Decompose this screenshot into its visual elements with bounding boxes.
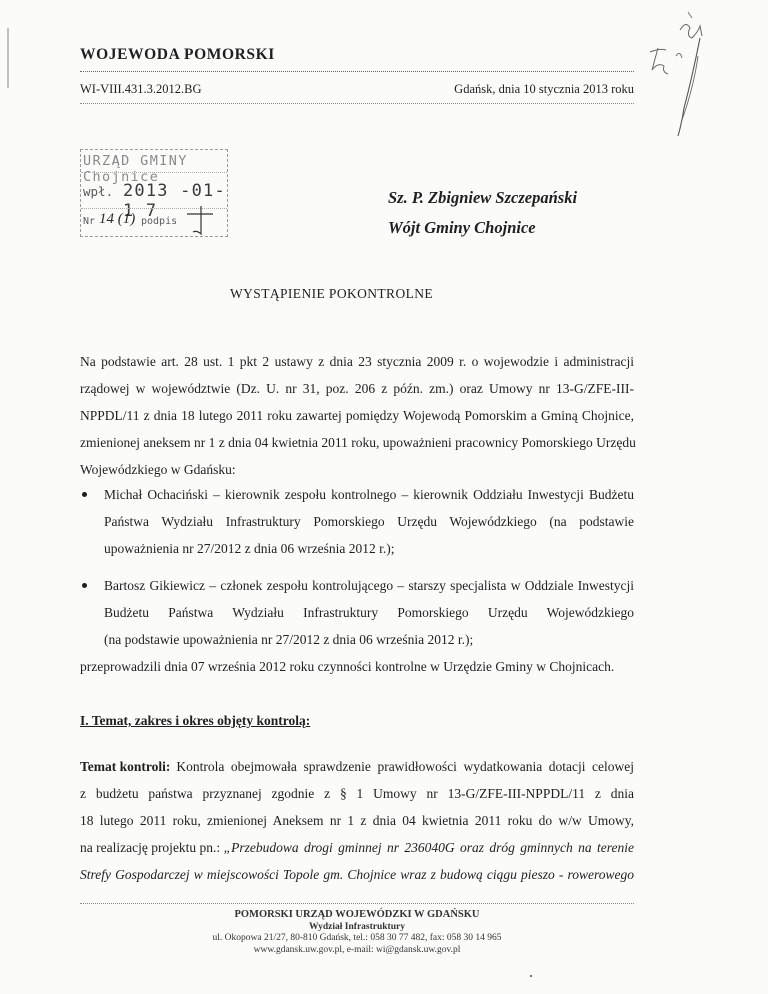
footer-divider bbox=[80, 903, 634, 904]
header-divider-lower bbox=[80, 103, 634, 104]
inspector-line: Państwa Wydziału Infrastruktury Pomorskiego Urzędu Wojewódzkiego (na podstawie bbox=[104, 514, 634, 529]
inspector-line: (na podstawie upoważnienia nr 27/2012 z dnia 06 września 2012 r.); bbox=[104, 632, 474, 647]
reference-number: WI-VIII.431.3.2012.BG bbox=[80, 82, 202, 96]
inspector-line: Bartosz Gikiewicz – członek zespołu kontrolującego – starszy specjalista w Oddziale Inwestycji bbox=[104, 578, 634, 593]
bullet-icon bbox=[82, 583, 87, 588]
addressee-name: Sz. P. Zbigniew Szczepański bbox=[388, 188, 578, 207]
handwritten-annotation bbox=[636, 8, 712, 138]
intro-line: zmienionej aneksem nr 1 z dnia 04 kwietnia 2011 roku, upoważnieni pracownicy Pomorskiego Urzędu bbox=[80, 435, 636, 450]
stamp-received-label: wpł. bbox=[83, 184, 114, 199]
header-divider bbox=[80, 71, 634, 72]
stamp-number-label: Nr bbox=[83, 216, 96, 227]
topic-text: Kontrola obejmowała sprawdzenie prawidłowości wydatkowania dotacji celowej bbox=[176, 759, 634, 774]
document-title: WYSTĄPIENIE POKONTROLNE bbox=[230, 286, 434, 301]
topic-line: 18 lutego 2011 roku, zmienionej Aneksem nr 1 z dnia 04 kwietnia 2011 roku do w/w Umowy, bbox=[80, 813, 634, 828]
bullet-icon bbox=[82, 492, 87, 497]
stamp-date: 2013 -01- 1 7 bbox=[123, 181, 226, 221]
inspector-line: upoważnienia nr 27/2012 z dnia 06 września 2012 r.); bbox=[104, 541, 395, 556]
project-intro: na realizację projektu pn.: bbox=[80, 840, 224, 855]
footer-office: POMORSKI URZĄD WOJEWÓDZKI W GDAŃSKU bbox=[234, 909, 480, 920]
stamp-office: URZĄD GMINY Chojnice bbox=[83, 153, 188, 185]
header-organization: WOJEWODA POMORSKI bbox=[80, 46, 275, 63]
intro-line: Wojewódzkiego w Gdańsku: bbox=[80, 462, 236, 477]
stamp-signature-mark bbox=[181, 202, 221, 236]
intro-line: Na podstawie art. 28 ust. 1 pkt 2 ustawy z dnia 23 stycznia 2009 r. o wojewodzie i administracji bbox=[80, 354, 634, 369]
project-name-cont: Strefy Gospodarczej w miejscowości Topole gm. Chojnice wraz z budową ciągu pieszo - rowerowego bbox=[80, 867, 634, 882]
section-heading: I. Temat, zakres i okres objęty kontrolą: bbox=[80, 713, 311, 728]
addressee-title: Wójt Gminy Chojnice bbox=[388, 218, 536, 237]
topic-label: Temat kontroli: bbox=[80, 759, 171, 774]
intro-line: rządowej w województwie (Dz. U. nr 31, poz. 206 z późn. zm.) oraz Umowy nr 13-G/ZFE-III- bbox=[80, 381, 634, 396]
conducted-statement: przeprowadzili dnia 07 września 2012 roku czynności kontrolne w Urzędzie Gminy w Chojnicach. bbox=[80, 659, 615, 674]
footer-address: ul. Okopowa 21/27, 80-810 Gdańsk, tel.: 058 30 77 482, fax: 058 30 14 965 bbox=[212, 933, 502, 943]
inspector-line: Budżetu Państwa Wydziału Infrastruktury Pomorskiego Urzędu Wojewódzkiego bbox=[104, 605, 634, 620]
scan-speck bbox=[530, 975, 532, 977]
topic-line bbox=[80, 753, 634, 780]
topic-line: z budżetu państwa przyznanej zgodnie z § 1 Umowy nr 13-G/ZFE-III-NPPDL/11 z dnia bbox=[80, 786, 634, 801]
stamp-number-value: 14 (1) bbox=[99, 211, 136, 227]
inspector-line: Michał Ochaciński – kierownik zespołu kontrolnego – kierownik Oddziału Inwestycji Budżetu bbox=[104, 487, 634, 502]
footer-department: Wydział Infrastruktury bbox=[309, 922, 405, 932]
footer-web: www.gdansk.uw.gov.pl, e-mail: wi@gdansk.uw.gov.pl bbox=[253, 945, 461, 955]
stamp-signature-label: podpis bbox=[141, 216, 178, 227]
intro-line: NPPDL/11 z dnia 18 lutego 2011 roku zawartej pomiędzy Wojewodą Pomorskim a Gminą Chojnice, bbox=[80, 408, 634, 423]
project-name: „Przebudowa drogi gminnej nr 236040G oraz dróg gminnych na terenie bbox=[223, 840, 634, 855]
margin-mark bbox=[7, 28, 9, 88]
topic-line bbox=[80, 834, 634, 861]
place-date: Gdańsk, dnia 10 stycznia 2013 roku bbox=[454, 82, 634, 96]
received-stamp bbox=[80, 149, 228, 237]
stamp-divider bbox=[81, 172, 227, 173]
